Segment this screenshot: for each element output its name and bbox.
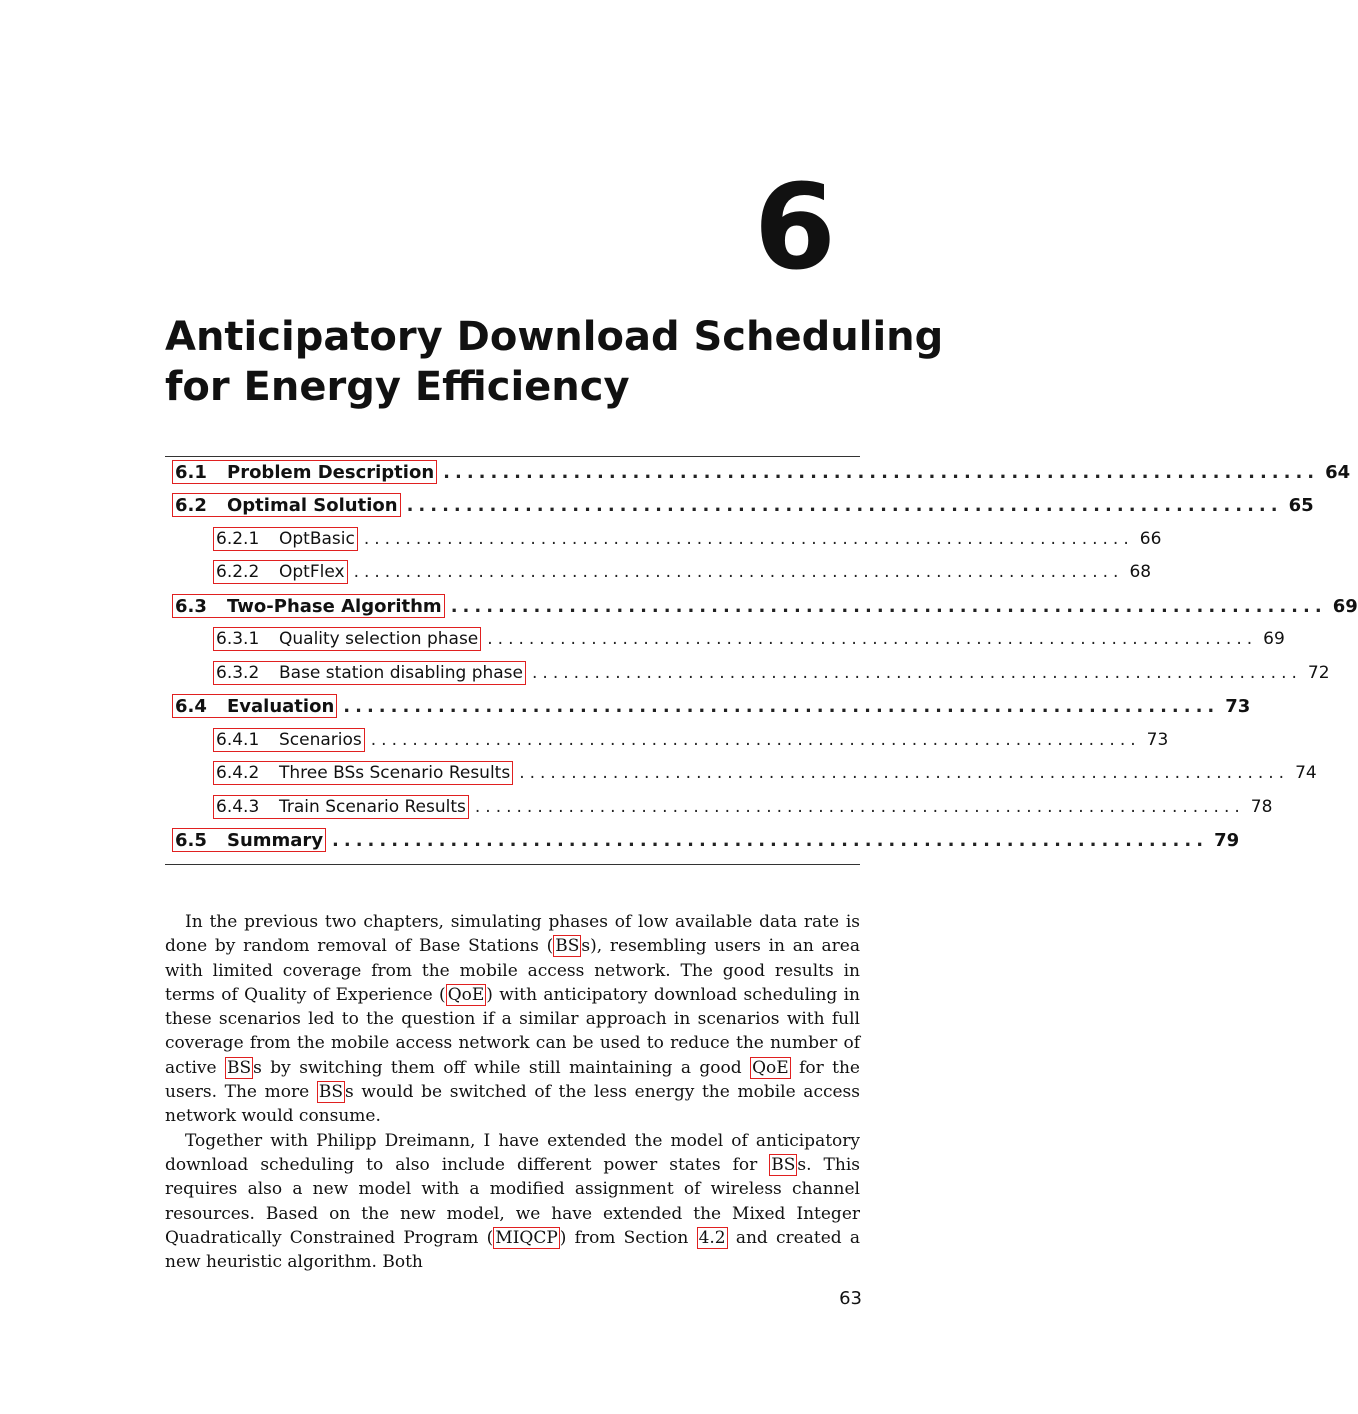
toc-section-title: Evaluation bbox=[227, 695, 335, 717]
toc-entry-6-5[interactable] bbox=[165, 825, 1240, 855]
toc-section-title: Two-Phase Algorithm bbox=[227, 595, 442, 617]
toc-entry-6-2-1[interactable] bbox=[165, 524, 1162, 554]
toc-entry-6-3-2[interactable] bbox=[165, 658, 1330, 688]
acronym-link-qoe[interactable]: QoE bbox=[447, 984, 485, 1005]
toc-section-number: 6.3 bbox=[175, 595, 207, 617]
toc-section-title: Train Scenario Results bbox=[279, 797, 466, 817]
toc-page-number: 73 bbox=[1146, 730, 1169, 750]
text-run: ) with anticipatory download scheduling in these scenarios led to the question if a similar approach in scenarios with full coverage from the mobile access network can be used to reduce the number of active bbox=[165, 984, 860, 1078]
toc-section-title: Base station disabling phase bbox=[279, 663, 524, 683]
toc-section-number: 6.5 bbox=[175, 829, 207, 851]
toc-leader-dots: .......................................................................... bbox=[343, 695, 1220, 717]
toc-link[interactable] bbox=[213, 795, 469, 819]
toc-section-number: 6.1 bbox=[175, 461, 207, 483]
toc-link[interactable] bbox=[172, 694, 337, 718]
toc-link[interactable] bbox=[213, 560, 348, 584]
toc-leader-dots: .......................................................................... bbox=[474, 797, 1245, 817]
chapter-title-line-2: for Energy Efficiency bbox=[165, 364, 630, 410]
acronym-link-bs[interactable]: BS bbox=[555, 936, 580, 957]
toc-page-number: 72 bbox=[1307, 663, 1330, 683]
text-run: In the previous two chapters, simulating phases of low available data rate is done by random removal of Base Stations ( bbox=[165, 912, 860, 957]
toc-link[interactable] bbox=[213, 627, 481, 651]
toc-section-number: 6.2 bbox=[175, 494, 207, 516]
toc-section-title: Quality selection phase bbox=[279, 629, 479, 649]
chapter-title bbox=[165, 312, 944, 412]
toc-leader-dots: .......................................................................... bbox=[519, 763, 1290, 783]
toc-entry-6-4[interactable] bbox=[165, 691, 1251, 721]
toc-page-number: 78 bbox=[1250, 797, 1273, 817]
toc-entry-6-1[interactable] bbox=[165, 457, 1351, 487]
section-link-4-2[interactable]: 4.2 bbox=[698, 1227, 726, 1248]
toc-leader-dots: .......................................................................... bbox=[532, 663, 1302, 683]
toc-link[interactable] bbox=[213, 527, 358, 551]
toc-leader-dots: .......................................................................... bbox=[450, 595, 1327, 617]
toc-section-number: 6.3.1 bbox=[216, 629, 260, 649]
text-run: ) from Section bbox=[559, 1227, 697, 1248]
paragraph-1 bbox=[165, 910, 860, 1129]
toc-link[interactable] bbox=[213, 728, 365, 752]
chapter-title-line-1: Anticipatory Download Scheduling bbox=[165, 314, 944, 360]
toc-section-title: OptFlex bbox=[279, 562, 345, 582]
toc-link[interactable] bbox=[213, 661, 526, 685]
toc-section-number: 6.4.1 bbox=[216, 730, 260, 750]
paragraph-2 bbox=[165, 1129, 860, 1275]
toc-link[interactable] bbox=[172, 493, 401, 517]
toc-bottom-rule bbox=[165, 864, 860, 865]
toc-page-number: 74 bbox=[1295, 763, 1317, 783]
text-run: Together with Philipp Dreimann, I have extended the model of anticipatory download scheduling to also include different power states for bbox=[165, 1130, 860, 1175]
toc-section-title: Summary bbox=[227, 829, 324, 851]
chapter-number: 6 bbox=[753, 158, 834, 296]
toc-page-number: 69 bbox=[1263, 629, 1285, 649]
text-run: for the users. The more bbox=[165, 1057, 860, 1103]
body-text bbox=[165, 910, 860, 1274]
toc-section-number: 6.3.2 bbox=[216, 663, 260, 683]
toc-entry-6-2[interactable] bbox=[165, 490, 1314, 520]
toc-section-number: 6.4.3 bbox=[216, 797, 260, 817]
toc-link[interactable] bbox=[172, 460, 437, 484]
page-number: 63 bbox=[839, 1288, 862, 1309]
toc-link[interactable] bbox=[213, 761, 513, 785]
acronym-link-miqcp[interactable]: MIQCP bbox=[495, 1227, 558, 1248]
acronym-link-bs[interactable]: BS bbox=[771, 1154, 796, 1175]
text-run: s by switching them off while still maintaining a good bbox=[253, 1057, 751, 1078]
text-run: s would be switched of the less energy the mobile access network would consume. bbox=[165, 1082, 860, 1127]
toc-leader-dots: .......................................................................... bbox=[370, 730, 1141, 750]
toc-section-number: 6.4.2 bbox=[216, 763, 260, 783]
toc-section-number: 6.4 bbox=[175, 695, 207, 717]
toc-link[interactable] bbox=[172, 828, 326, 852]
toc-section-title: Problem Description bbox=[227, 461, 435, 483]
toc-page-number: 73 bbox=[1225, 695, 1251, 717]
toc-link[interactable] bbox=[172, 594, 445, 618]
acronym-link-bs[interactable]: BS bbox=[318, 1082, 344, 1103]
toc-page-number: 69 bbox=[1332, 595, 1358, 617]
toc-leader-dots: .......................................................................... bbox=[443, 461, 1320, 483]
acronym-link-bs[interactable]: BS bbox=[227, 1057, 252, 1078]
toc-section-title: Optimal Solution bbox=[227, 494, 398, 516]
text-run: s), resembling users in an area with limited coverage from the mobile access network. The good results in terms of Quality of Experience ( bbox=[165, 936, 860, 1005]
toc-entry-6-2-2[interactable] bbox=[165, 557, 1152, 587]
toc-leader-dots: .......................................................................... bbox=[363, 529, 1134, 549]
toc-page-number: 79 bbox=[1214, 829, 1240, 851]
acronym-link-qoe[interactable]: QoE bbox=[752, 1057, 789, 1078]
toc-section-title: Scenarios bbox=[279, 730, 362, 750]
toc-section-title: Three BSs Scenario Results bbox=[279, 763, 511, 783]
toc-entry-6-3-1[interactable] bbox=[165, 624, 1285, 654]
toc-section-title: OptBasic bbox=[279, 529, 355, 549]
toc-leader-dots: .......................................................................... bbox=[332, 829, 1209, 851]
toc-leader-dots: .......................................................................... bbox=[487, 629, 1258, 649]
toc-section-number: 6.2.2 bbox=[216, 562, 260, 582]
toc-section-number: 6.2.1 bbox=[216, 529, 260, 549]
toc-entry-6-4-3[interactable] bbox=[165, 792, 1273, 822]
toc-leader-dots: .......................................................................... bbox=[353, 562, 1124, 582]
toc-entry-6-4-1[interactable] bbox=[165, 725, 1169, 755]
toc-page-number: 65 bbox=[1288, 494, 1314, 516]
toc-page-number: 64 bbox=[1325, 461, 1351, 483]
text-run: s. This requires also a new model with a modified assignment of wireless channel resources. Based on the new model, we have extended the Mixed Integer Quadratically Constrained Program ( bbox=[165, 1154, 860, 1248]
toc-page-number: 66 bbox=[1139, 529, 1162, 549]
toc-entry-6-4-2[interactable] bbox=[165, 758, 1317, 788]
toc-entry-6-3[interactable] bbox=[165, 591, 1358, 621]
text-run: and created a new heuristic algorithm. Both bbox=[165, 1227, 861, 1273]
toc-page-number: 68 bbox=[1129, 562, 1152, 582]
toc-leader-dots: .......................................................................... bbox=[406, 494, 1283, 516]
